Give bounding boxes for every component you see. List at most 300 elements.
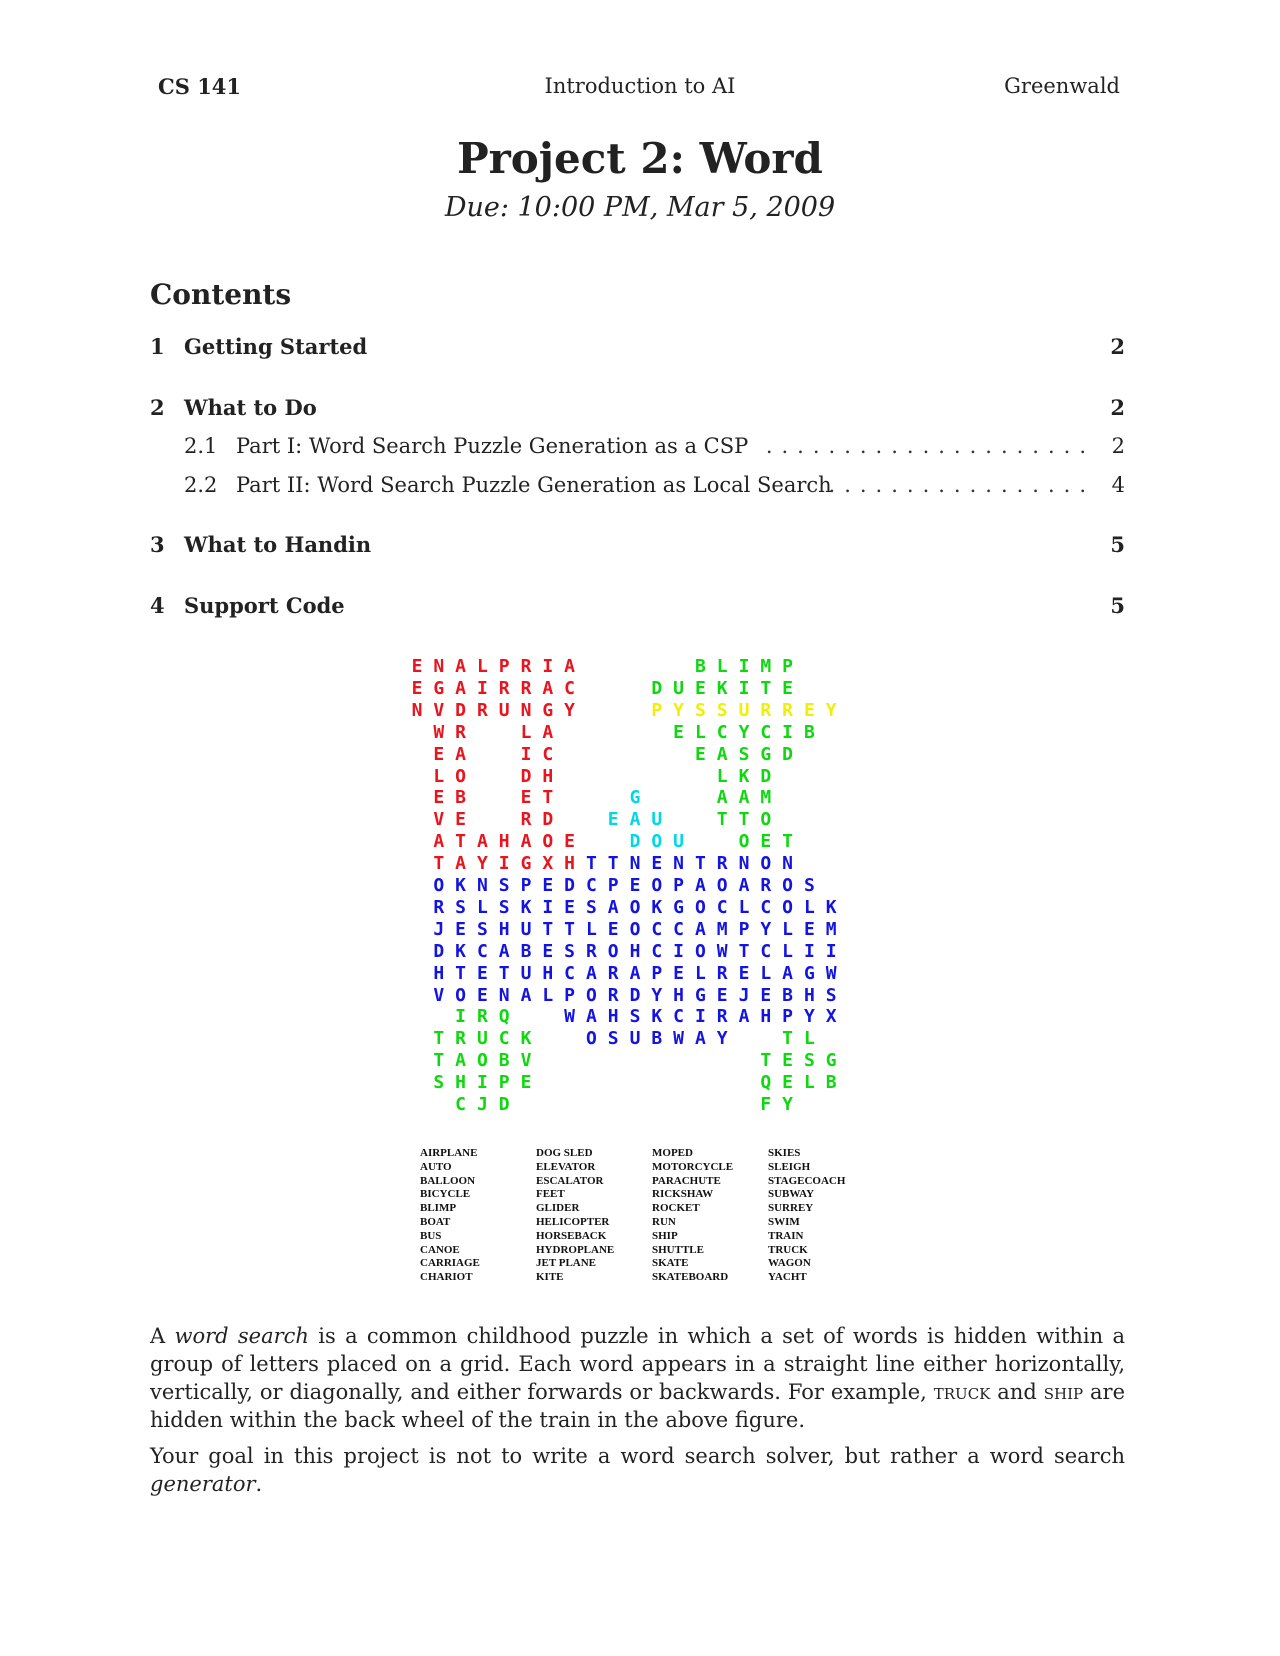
grid-letter: L [716,765,728,787]
word-list-item: BLIMP [420,1202,457,1215]
word-list-item: MOPED [652,1147,693,1159]
word-list-item: CANOE [420,1243,460,1256]
grid-letter: E [607,809,619,831]
grid-letter: E [716,984,728,1006]
grid-letter: N [498,984,510,1006]
grid-letter: D [651,677,663,699]
grid-letter: H [629,940,641,962]
word-list-item: CHARIOT [420,1271,473,1284]
grid-letter: L [694,962,706,984]
grid-letter: S [433,1072,445,1094]
course-title: Introduction to AI [544,74,736,98]
contents-heading: Contents [150,278,292,311]
grid-letter: B [651,1028,663,1050]
grid-letter: P [564,984,576,1006]
word-list-column [536,1147,614,1285]
grid-letter: C [498,1028,510,1050]
grid-letter: L [585,918,597,940]
grid-letter: L [738,896,750,918]
grid-letter: A [716,743,728,765]
grid-letter: E [673,721,685,743]
grid-letter: O [433,875,445,896]
grid-letter: O [760,853,772,875]
grid-letter: A [498,940,510,962]
grid-letter: C [585,875,597,896]
word-list-item: HELICOPTER [536,1215,610,1228]
grid-letter: A [716,787,728,809]
grid-letter: A [455,743,467,765]
grid-letter: D [629,831,641,853]
word-list-item: SWIM [768,1215,800,1228]
grid-letter: Y [651,984,663,1006]
toc-number: 3 [150,532,165,557]
grid-letter: A [629,809,641,831]
word-list-item: TRUCK [768,1243,808,1256]
toc-page: 2 [1110,395,1125,420]
grid-letter: S [607,1028,619,1050]
grid-letter: C [564,677,576,699]
grid-letter: M [760,656,772,677]
grid-letter: H [564,853,576,875]
grid-letter: T [760,677,772,699]
grid-letter: S [498,875,510,896]
grid-letter: O [694,940,706,962]
grid-letter: M [716,918,728,940]
toc-label: What to Handin [184,532,372,557]
grid-letter: H [803,984,815,1006]
grid-letter: C [564,962,576,984]
grid-letter: I [498,853,510,875]
grid-letter: B [520,940,532,962]
grid-letter: D [629,984,641,1006]
grid-letter: U [738,699,750,721]
term-generator: generator [150,1472,256,1496]
course-number: CS 141 [158,74,242,99]
grid-letter: E [607,918,619,940]
grid-letter: C [651,940,663,962]
grid-letter: B [782,984,794,1006]
grid-letter: S [585,896,597,918]
grid-letter: F [760,1094,772,1115]
toc-label: Part I: Word Search Puzzle Generation as a CSP [236,434,749,458]
grid-letter: Y [476,853,488,875]
word-list-item: AUTO [420,1160,452,1173]
word-list-item: RUN [652,1215,676,1228]
grid-letter: N [629,853,641,875]
grid-letter: I [542,656,554,677]
word-list-item: GLIDER [536,1202,580,1215]
grid-letter: T [738,940,750,962]
grid-letter: K [825,896,837,918]
word-list-item: SKATEBOARD [652,1271,729,1284]
grid-letter: X [542,853,554,875]
grid-letter: E [651,853,663,875]
grid-letter: V [433,699,445,721]
grid-letter: G [673,896,685,918]
document-title: Project 2: Word [457,134,823,183]
grid-letter: I [673,940,685,962]
grid-letter: H [542,962,554,984]
toc-number: 1 [150,334,165,359]
grid-letter: H [455,1072,467,1094]
grid-letter: I [476,1072,488,1094]
grid-letter: Y [673,699,685,721]
word-list-item: SUBWAY [768,1188,815,1201]
grid-letter: G [825,1050,837,1072]
grid-letter: E [542,940,554,962]
grid-letter: T [607,853,619,875]
grid-letter: I [803,940,815,962]
grid-letter: T [760,1050,772,1072]
grid-letter: U [476,1028,488,1050]
grid-letter: T [585,853,597,875]
toc-label: What to Do [184,395,317,420]
grid-letter: E [455,918,467,940]
grid-letter: A [607,896,619,918]
grid-letter: N [433,656,445,677]
word-list-item: TRAIN [768,1229,804,1242]
grid-letter: C [760,721,772,743]
grid-letter: R [476,699,488,721]
grid-letter: R [520,809,532,831]
grid-letter: O [651,831,663,853]
grid-letter: S [738,743,750,765]
grid-letter: C [760,896,772,918]
grid-letter: T [738,809,750,831]
grid-letter: A [455,1050,467,1072]
grid-letter: L [520,721,532,743]
grid-letter: S [455,896,467,918]
grid-letter: O [476,1050,488,1072]
grid-letter: Q [498,1006,510,1028]
grid-letter: O [651,875,663,896]
grid-letter: D [455,699,467,721]
grid-letter: L [782,940,794,962]
term-word-search: word search [174,1324,309,1348]
grid-letter: B [803,721,815,743]
grid-letter: P [607,875,619,896]
word-list-item: JET PLANE [536,1257,597,1270]
grid-letter: R [585,940,597,962]
grid-letter: L [803,1072,815,1094]
grid-letter: R [433,896,445,918]
grid-letter: E [433,743,445,765]
word-list-item: DOG SLED [536,1147,593,1159]
grid-letter: E [520,1072,532,1094]
grid-letter: B [498,1050,510,1072]
grid-letter: R [498,677,510,699]
grid-letter: S [629,1006,641,1028]
grid-letter: T [694,853,706,875]
grid-letter: A [564,656,576,677]
grid-letter: L [803,1028,815,1050]
grid-letter: A [738,875,750,896]
grid-letter: E [673,962,685,984]
grid-letter: O [782,896,794,918]
grid-letter: E [760,984,772,1006]
grid-letter: H [498,918,510,940]
word-list-item: YACHT [768,1271,807,1284]
grid-letter: N [520,699,532,721]
grid-letter: T [542,918,554,940]
grid-letter: Y [760,918,772,940]
grid-letter: O [629,918,641,940]
grid-letter: A [738,1006,750,1028]
grid-letter: C [716,896,728,918]
grid-letter: N [738,853,750,875]
grid-letter: H [760,1006,772,1028]
grid-letter: I [738,677,750,699]
grid-letter: O [760,809,772,831]
grid-letter: E [694,677,706,699]
grid-letter: C [673,918,685,940]
grid-letter: O [585,1028,597,1050]
word-list-column [420,1147,480,1285]
grid-letter: I [738,656,750,677]
grid-letter: R [716,853,728,875]
grid-letter: P [651,699,663,721]
grid-letter: R [476,1006,488,1028]
grid-letter: A [585,962,597,984]
word-list-column [768,1147,845,1285]
word-list-item: HYDROPLANE [536,1243,615,1256]
word-list-item: ESCALATOR [536,1174,604,1187]
grid-letter: T [455,962,467,984]
due-date: Due: 10:00 PM, Mar 5, 2009 [444,192,836,223]
grid-letter: T [782,831,794,853]
grid-letter: O [455,984,467,1006]
word-list-item: AIRPLANE [420,1147,478,1159]
grid-letter: H [607,1006,619,1028]
grid-letter: Y [716,1028,728,1050]
grid-letter: G [433,677,445,699]
toc-number: 2 [150,395,165,420]
word-list-item: BOAT [420,1215,451,1228]
grid-letter: O [585,984,597,1006]
grid-letter: A [738,787,750,809]
grid-letter: L [694,721,706,743]
grid-letter: E [433,787,445,809]
grid-letter: L [476,896,488,918]
grid-letter: L [716,656,728,677]
grid-letter: I [520,743,532,765]
grid-letter: S [803,875,815,896]
word-list-item: FEET [536,1188,565,1201]
grid-letter: B [825,1072,837,1094]
grid-letter: V [433,809,445,831]
grid-letter: K [651,896,663,918]
grid-letter: A [476,831,488,853]
toc-page: 2 [1110,334,1125,359]
grid-letter: S [694,699,706,721]
toc-page: 5 [1110,532,1125,557]
grid-letter: A [520,984,532,1006]
toc-leader-dots: ................. [828,473,1095,497]
toc-number: 2.2 [184,473,218,497]
grid-letter: E [782,677,794,699]
grid-letter: M [825,918,837,940]
grid-letter: E [694,743,706,765]
grid-letter: I [476,677,488,699]
goal-paragraph: Your goal in this project is not to write a word search solver, but rather a word search generator. [150,1444,1125,1496]
grid-letter: L [782,918,794,940]
word-list-item: SKIES [768,1147,801,1159]
grid-letter: M [760,787,772,809]
grid-letter: C [476,940,488,962]
grid-letter: D [433,940,445,962]
grid-letter: T [782,1028,794,1050]
grid-letter: O [629,896,641,918]
grid-letter: K [520,1028,532,1050]
grid-letter: S [825,984,837,1006]
grid-letter: S [803,1050,815,1072]
grid-letter: V [433,984,445,1006]
grid-letter: P [673,875,685,896]
word-list-item: CARRIAGE [420,1257,480,1270]
grid-letter: A [782,962,794,984]
grid-letter: T [433,1050,445,1072]
word-list-item: STAGECOACH [768,1174,846,1187]
grid-letter: J [738,984,750,1006]
grid-letter: R [455,1028,467,1050]
grid-letter: C [716,721,728,743]
grid-letter: L [803,896,815,918]
grid-letter: T [455,831,467,853]
word-list-item: BICYCLE [420,1188,471,1201]
grid-letter: Y [803,1006,815,1028]
word-list-item: RICKSHAW [652,1188,714,1201]
instructor-name: Greenwald [1004,74,1120,98]
grid-letter: O [716,875,728,896]
word-list-item: SURREY [768,1202,814,1215]
grid-letter: P [498,656,510,677]
grid-letter: A [585,1006,597,1028]
grid-letter: D [564,875,576,896]
grid-letter: N [476,875,488,896]
grid-letter: E [411,677,423,699]
grid-letter: W [825,962,837,984]
grid-letter: Y [564,699,576,721]
grid-letter: U [673,831,685,853]
grid-letter: O [782,875,794,896]
word-list-item: SKATE [652,1257,689,1270]
grid-letter: T [564,918,576,940]
grid-letter: T [433,1028,445,1050]
grid-letter: A [694,875,706,896]
grid-letter: P [520,875,532,896]
word-ship: ship [1043,1380,1084,1404]
grid-letter: L [476,656,488,677]
grid-letter: S [476,918,488,940]
grid-letter: C [651,918,663,940]
word-truck: truck [933,1380,991,1404]
grid-letter: U [673,677,685,699]
grid-letter: T [716,809,728,831]
grid-letter: I [694,1006,706,1028]
word-list-item: KITE [536,1271,564,1284]
grid-letter: E [564,896,576,918]
grid-letter: G [629,787,641,809]
grid-letter: V [520,1050,532,1072]
word-list-item: SHIP [652,1229,678,1242]
grid-letter: R [607,962,619,984]
grid-letter: T [542,787,554,809]
grid-letter: I [455,1006,467,1028]
grid-letter: R [716,962,728,984]
grid-letter: R [716,1006,728,1028]
word-list-item: MOTORCYCLE [652,1160,734,1173]
grid-letter: R [760,875,772,896]
grid-letter: K [651,1006,663,1028]
word-list-item: ROCKET [652,1202,700,1215]
grid-letter: B [455,787,467,809]
intro-paragraph: A word search is a common childhood puzzle in which a set of words is hidden within a group of letters placed on a grid. Each word appears in a straight line either horizontally, vertically, or diagonally, and either forwards or backwards. For example, truck and ship are hidden within the back wheel of the train in the above figure. [150,1324,1126,1432]
grid-letter: H [433,962,445,984]
grid-letter: N [782,853,794,875]
grid-letter: A [542,677,554,699]
toc-number: 4 [150,593,165,618]
grid-letter: E [455,809,467,831]
grid-letter: W [433,721,445,743]
grid-letter: A [520,831,532,853]
toc-number: 2.1 [184,434,218,458]
grid-letter: E [476,962,488,984]
grid-letter: H [542,765,554,787]
grid-letter: N [673,853,685,875]
grid-letter: D [498,1094,510,1115]
grid-letter: E [629,875,641,896]
grid-letter: E [782,1072,794,1094]
grid-letter: C [760,940,772,962]
word-list-item: BUS [420,1229,442,1242]
grid-letter: P [782,656,794,677]
grid-letter: P [498,1072,510,1094]
grid-letter: E [803,918,815,940]
grid-letter: A [455,677,467,699]
grid-letter: I [782,721,794,743]
grid-letter: A [455,656,467,677]
grid-letter: E [411,656,423,677]
grid-letter: A [455,853,467,875]
grid-letter: R [782,699,794,721]
word-list-column [652,1147,733,1285]
grid-letter: O [607,940,619,962]
grid-letter: E [782,1050,794,1072]
grid-letter: U [498,699,510,721]
toc-label: Support Code [184,593,345,618]
grid-letter: I [542,896,554,918]
grid-letter: E [476,984,488,1006]
grid-letter: G [803,962,815,984]
toc-label: Part II: Word Search Puzzle Generation as Local Search [236,473,832,497]
toc-leader-dots: ..................... [765,434,1095,458]
grid-letter: G [520,853,532,875]
grid-letter: H [498,831,510,853]
grid-letter: K [716,677,728,699]
grid-letter: D [760,765,772,787]
grid-letter: E [803,699,815,721]
toc-page: 4 [1111,473,1125,497]
grid-letter: R [520,677,532,699]
grid-letter: U [520,962,532,984]
grid-letter: Y [782,1094,794,1115]
grid-letter: K [455,875,467,896]
grid-letter: K [455,940,467,962]
word-list-item: SHUTTLE [652,1243,704,1256]
grid-letter: A [433,831,445,853]
grid-letter: C [673,1006,685,1028]
grid-letter: U [651,809,663,831]
